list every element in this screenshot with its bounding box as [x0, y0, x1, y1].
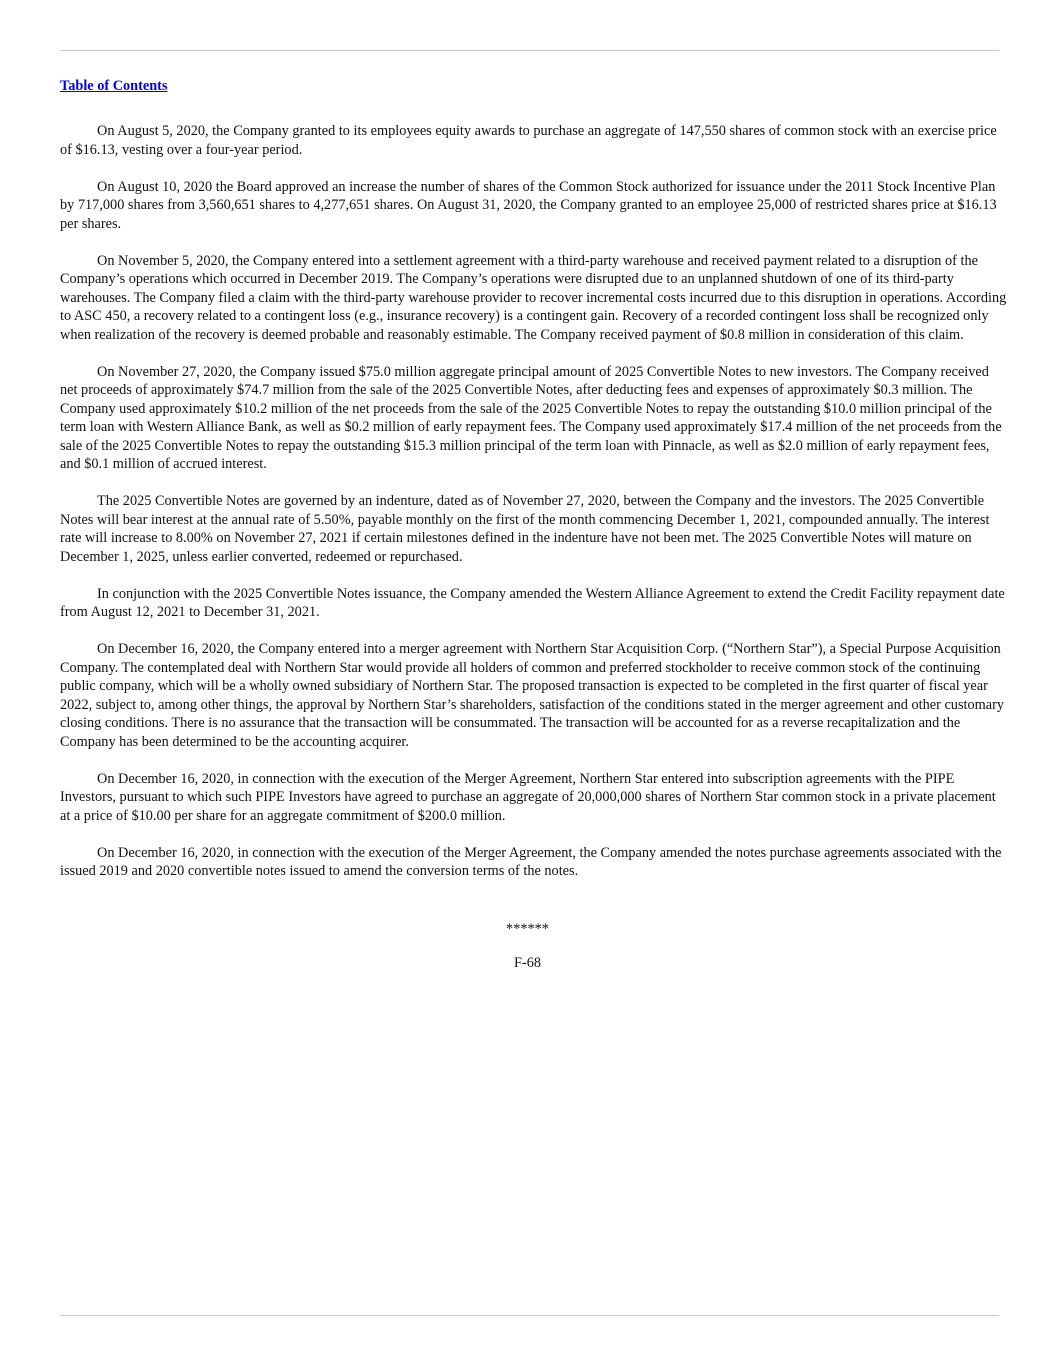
section-separator: ******	[506, 921, 549, 937]
paragraph-warehouse-settlement: On November 5, 2020, the Company entered into a settlement agreement with a third-party warehouse and received payment related to a disruption of the Company’s operations which occurred in December 2019. The Company’s operations were disrupted due to an unplanned shutdown of one of its third-party warehouses. The Company filed a claim with the third-party warehouse provider to recover incremental costs incurred due to this disruption in operations. According to ASC 450, a recovery related to a contingent loss (e.g., insurance recovery) is a contingent gain. Recovery of a recorded contingent loss shall be recognized only when realization of the recovery is deemed probable and reasonably estimable. The Company received payment of $0.8 million in consideration of this claim.	[60, 252, 1007, 343]
paragraph-convertible-notes-issuance: On November 27, 2020, the Company issued $75.0 million aggregate principal amount of 2025 Convertible Notes to new investors. The Company received net proceeds of approximately $74.7 million from the sale of the 2025 Convertible Notes, after deducting fees and expenses of approximately $0.3 million. The Company used approximately $10.2 million of the net proceeds from the sale of the 2025 Convertible Notes to repay the outstanding $10.0 million principal of the term loan with Western Alliance Bank, as well as $0.2 million of early repayment fees. The Company used approximately $17.4 million of the net proceeds from the sale of the 2025 Convertible Notes to repay the outstanding $15.3 million principal of the term loan with Pinnacle, as well as $2.0 million of early repayment fees, and $0.1 million of accrued interest.	[60, 363, 1002, 472]
paragraph-credit-facility-amendment: In conjunction with the 2025 Convertible Notes issuance, the Company amended the Western Alliance Agreement to extend the Credit Facility repayment date from August 12, 2021 to December 31, 2021.	[60, 585, 1005, 620]
table-of-contents-link[interactable]: Table of Contents	[60, 78, 168, 94]
paragraph-convertible-notes-indenture: The 2025 Convertible Notes are governed by an indenture, dated as of November 27, 2020, between the Company and the investors. The 2025 Convertible Notes will bear interest at the annual rate of 5.50%, payable monthly on the first of the month commencing December 1, 2021, compounded annually. The interest rate will increase to 8.00% on November 27, 2021 if certain milestones defined in the indenture have not been met. The 2025 Convertible Notes will mature on December 1, 2025, unless earlier converted, redeemed or repurchased.	[60, 493, 990, 565]
paragraph-notes-purchase-amendment: On December 16, 2020, in connection with the execution of the Merger Agreement, the Company amended the notes purchase agreements associated with the issued 2019 and 2020 convertible notes issued to amend the conversion terms of the notes.	[60, 844, 1002, 879]
paragraph-stock-incentive-plan: On August 10, 2020 the Board approved an increase the number of shares of the Common Stock authorized for issuance under the 2011 Stock Incentive Plan by 717,000 shares from 3,560,651 shares to 4,277,651 shares. On August 31, 2020, the Company granted to an employee 25,000 of restricted shares price at $16.13 per shares.	[60, 178, 997, 232]
document-body	[60, 122, 1008, 899]
bottom-divider	[60, 1315, 999, 1316]
top-divider	[60, 50, 999, 51]
paragraph-merger-agreement: On December 16, 2020, the Company entered into a merger agreement with Northern Star Acquisition Corp. (“Northern Star”), a Special Purpose Acquisition Company. The contemplated deal with Northern Star would provide all holders of common and preferred stockholder to receive common stock of the continuing public company, which will be a wholly owned subsidiary of Northern Star. The proposed transaction is expected to be completed in the first quarter of fiscal year 2022, subject to, among other things, the approval by Northern Star’s shareholders, satisfaction of the conditions stated in the merger agreement and other customary closing conditions. There is no assurance that the transaction will be consummated. The transaction will be accounted for as a reverse recapitalization and the Company has been determined to be the accounting acquirer.	[60, 641, 1005, 750]
paragraph-equity-awards: On August 5, 2020, the Company granted to its employees equity awards to purchase an aggregate of 147,550 shares of common stock with an exercise price of $16.13, vesting over a four-year period.	[60, 123, 997, 158]
page-number: F-68	[513, 955, 541, 971]
paragraph-pipe-subscription: On December 16, 2020, in connection with the execution of the Merger Agreement, Northern Star entered into subscription agreements with the PIPE Investors, pursuant to which such PIPE Investors have agreed to purchase an aggregate of 20,000,000 shares of Northern Star common stock in a private placement at a price of $10.00 per share for an aggregate commitment of $200.0 million.	[60, 770, 996, 824]
